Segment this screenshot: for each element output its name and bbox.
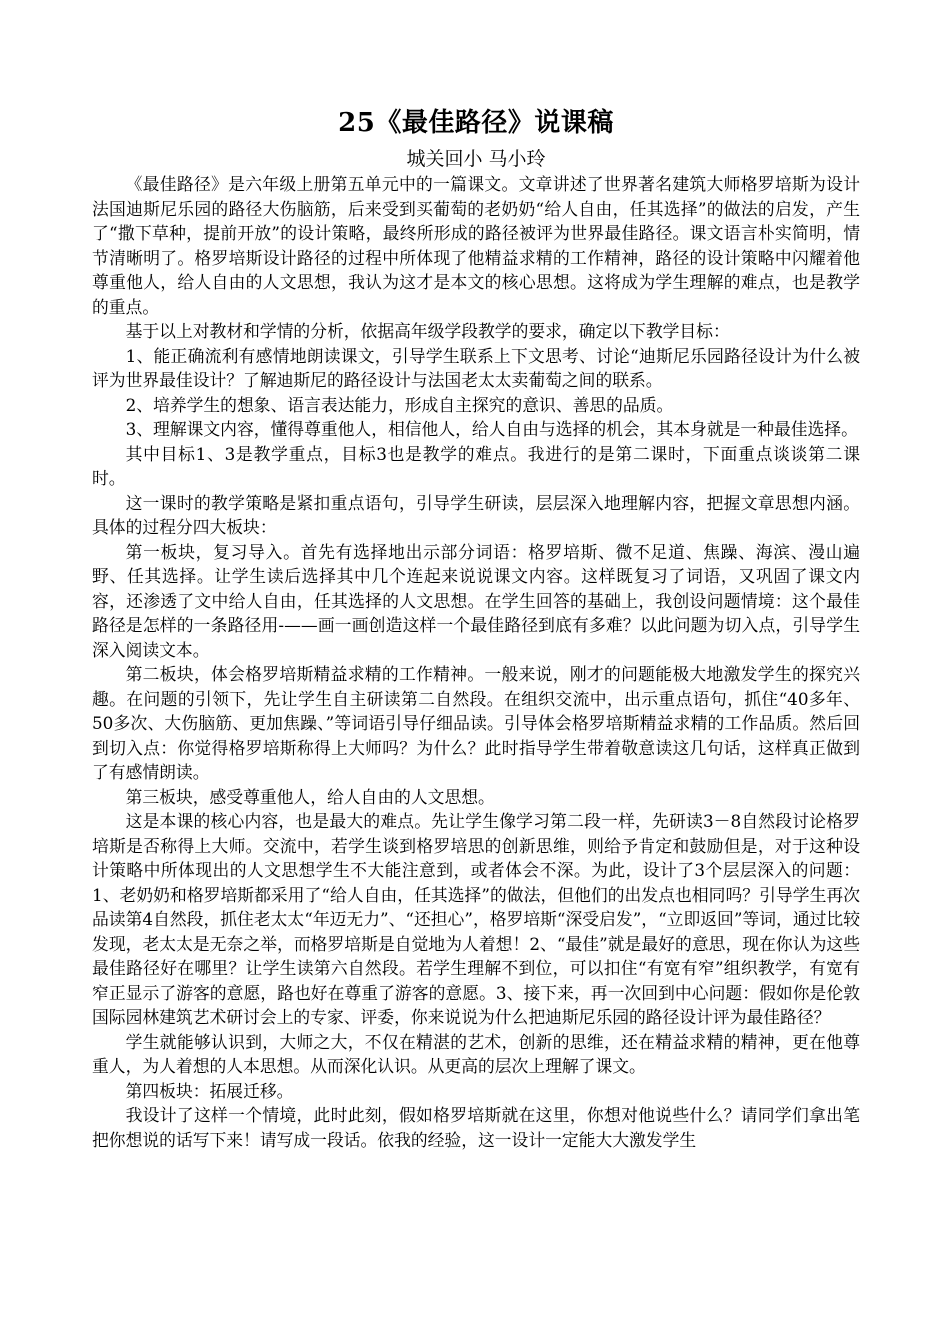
paragraph: 《最佳路径》是六年级上册第五单元中的一篇课文。文章讲述了世界著名建筑大师格罗培斯为设计法国迪斯尼乐园的路径大伤脑筋，后来受到买葡萄的老奶奶“给人自由，任其选择”的做法的启发，产生了“撒下草种，提前开放”的设计策略，最终所形成的路径被评为世界最佳路径。课文语言朴实简明，情节清晰明了。格罗培斯设计路径的过程中所体现了他精益求精的工作精神，路径的设计策略中闪耀着他尊重他人，给人自由的人文思想，我认为这才是本文的核心思想。这将成为学生理解的难点，也是教学的重点。 <box>92 174 860 317</box>
paragraph: 我设计了这样一个情境，此时此刻，假如格罗培斯就在这里，你想对他说些什么？请同学们拿出笔把你想说的话写下来！请写成一段话。依我的经验，这一设计一定能大大激发学生 <box>92 1105 860 1150</box>
paragraph: 3、理解课文内容，懂得尊重他人，相信他人，给人自由与选择的机会，其本身就是一种最佳选择。 <box>125 419 858 439</box>
paragraph: 第四板块：拓展迁移。 <box>125 1080 294 1101</box>
document-body <box>92 172 860 1152</box>
paragraph: 第三板块，感受尊重他人，给人自由的人文思想。 <box>125 786 495 807</box>
paragraph: 第一板块，复习导入。首先有选择地出示部分词语：格罗培斯、微不足道、焦躁、海滨、漫山遍野、任其选择。让学生读后选择其中几个连起来说说课文内容。这样既复习了词语，又巩固了课文内容，还渗透了文中给人自由，任其选择的人文思想。在学生回答的基础上，我创设问题情境：这个最佳路径是怎样的一条路径用-——画一画创造这样一个最佳路径到底有多难？以此问题为切入点，引导学生深入阅读文本。 <box>92 541 860 660</box>
paragraph: 这一课时的教学策略是紧扣重点语句，引导学生研读，层层深入地理解内容，把握文章思想内涵。具体的过程分四大板块： <box>92 492 860 537</box>
paragraph: 其中目标1、3是教学重点，目标3也是教学的难点。我进行的是第二课时，下面重点谈谈第二课时。 <box>92 443 860 488</box>
paragraph: 第二板块，体会格罗培斯精益求精的工作精神。一般来说，刚才的问题能极大地激发学生的探究兴趣。在问题的引领下，先让学生自主研读第二自然段。在组织交流中，出示重点语句，抓住“40多年、50多次、大伤脑筋、更加焦躁、”等词语引导仔细品读。引导体会格罗培斯精益求精的工作品质。然后回到切入点：你觉得格罗培斯称得上大师吗？为什么？此时指导学生带着敬意读这几句话，这样真正做到了有感情朗读。 <box>92 664 860 782</box>
paragraph: 这是本课的核心内容，也是最大的难点。先让学生像学习第二段一样，先研读3－8自然段讨论格罗培斯是否称得上大师。交流中，若学生谈到格罗培思的创新思维，则给予肯定和鼓励但是，对于这种设计策略中所体现出的人文思想学生不大能注意到，或者体会不深。为此，设计了3个层层深入的问题：1、老奶奶和格罗培斯都采用了“给人自由，任其选择”的做法，但他们的出发点也相同吗？引导学生再次品读第4自然段，抓住老太太“年迈无力”、“还担心”，格罗培斯“深受启发”，“立即返回”等词，通过比较发现，老太太是无奈之举，而格罗培斯是自觉地为人着想！2、“最佳”就是最好的意思，现在你认为这些最佳路径好在哪里？让学生读第六自然段。若学生理解不到位，可以扣住“有宽有窄”组织教学，有宽有窄正显示了游客的意愿，路也好在尊重了游客的意愿。3、接下来，再一次回到中心问题：假如你是伦敦国际园林建筑艺术研讨会上的专家、评委，你来说说为什么把迪斯尼乐园的路径设计评为最佳路径？ <box>92 811 860 1027</box>
paragraph: 1、能正确流利有感情地朗读课文，引导学生联系上下文思考、讨论“迪斯尼乐园路径设计为什么被评为世界最佳设计？了解迪斯尼的路径设计与法国老太太卖葡萄之间的联系。 <box>92 345 860 390</box>
paragraph: 学生就能够认识到，大师之大，不仅在精湛的艺术，创新的思维，还在精益求精的精神，更在他尊重人，为人着想的人本思想。从而深化认识。从更高的层次上理解了课文。 <box>92 1031 860 1076</box>
document-author: 城关回小 马小玲 <box>406 148 546 170</box>
document-page <box>92 104 860 1152</box>
paragraph: 基于以上对教材和学情的分析，依据高年级学段教学的要求，确定以下教学目标： <box>125 321 730 341</box>
paragraph: 2、培养学生的想象、语言表达能力，形成自主探究的意识、善思的品质。 <box>125 394 674 415</box>
document-title: 25《最佳路径》说课稿 <box>338 108 614 138</box>
